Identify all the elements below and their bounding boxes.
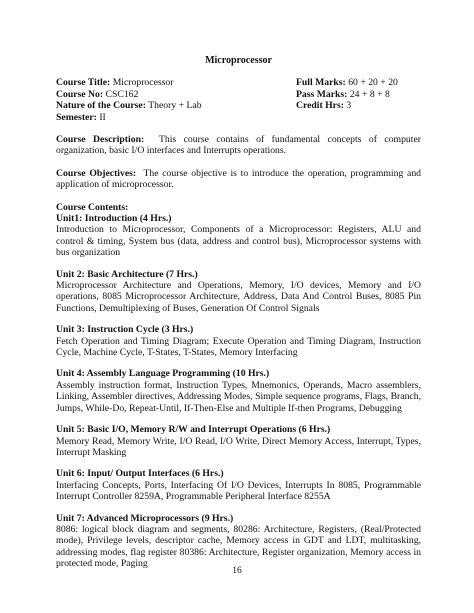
- unit-3: [56, 324, 421, 358]
- course-objectives-label: Course Objectives:: [56, 167, 137, 179]
- course-units: [56, 213, 421, 570]
- unit-body: Memory Read, Memory Write, I/O Read, I/O Write, Direct Memory Access, Interrupt, Types, Interrupt Masking: [56, 435, 421, 458]
- unit-title: Unit 7: Advanced Microprocessors (9 Hrs.): [56, 512, 234, 524]
- semester-label: Semester:: [56, 111, 97, 123]
- full-marks-label: Full Marks:: [296, 77, 346, 89]
- unit-body: Assembly instruction format, Instruction Types, Mnemonics, Operands, Macro assemblers, Linking, Assembler directives, Addressing Modes, Simple sequence programs, Flags, Branch, Jumps, While-Do, Repeat-Until, If-Then-Else and Multiple If-then Programs, Debugging: [56, 379, 421, 414]
- unit-6: [56, 468, 421, 502]
- unit-1: [56, 213, 421, 259]
- course-nature-label: Nature of the Course:: [56, 100, 146, 112]
- course-nature-row: [56, 100, 291, 111]
- course-description-label: Course Description:: [56, 133, 145, 145]
- course-objectives-text: The course objective is to introduce the operation, programming and application of microprocessor.: [56, 167, 422, 191]
- unit-2: [56, 269, 421, 315]
- unit-title: Unit 3: Instruction Cycle (3 Hrs.): [56, 324, 194, 336]
- page-title: Microprocessor: [205, 55, 272, 66]
- unit-7: [56, 513, 421, 570]
- unit-title: Unit1: Introduction (4 Hrs.): [56, 213, 172, 224]
- course-meta: [56, 77, 421, 123]
- full-marks-value: 60 + 20 + 20: [348, 77, 398, 89]
- course-no-value: CSC162: [105, 88, 139, 100]
- course-nature-value: Theory + Lab: [148, 100, 202, 112]
- credit-hrs-row: [296, 100, 421, 111]
- semester-row: [56, 112, 291, 123]
- course-title-value: Microprocessor: [112, 77, 174, 89]
- unit-5: [56, 424, 421, 458]
- pass-marks-value: 24 + 8 + 8: [349, 88, 390, 100]
- full-marks-row: [296, 77, 421, 88]
- course-meta-right: [296, 77, 421, 123]
- course-description-text: This course contains of fundamental concepts of computer organization, basic I/O interfaces and Interrupts operations.: [56, 133, 421, 157]
- pass-marks-row: [296, 89, 421, 100]
- unit-body: 8086: logical block diagram and segments, 80286: Architecture, Registers, (Real/Protected mode), Privilege levels, descriptor cache, Memory access in GDT and LDT, multitasking, addressing modes, flag register 80386: Architecture, Register organization, Memory access in protected mode, Paging: [56, 523, 421, 570]
- course-objectives: [56, 168, 421, 191]
- syllabus-page: [56, 55, 421, 580]
- credit-hrs-label: Credit Hrs:: [296, 100, 344, 112]
- unit-title: Unit 5: Basic I/O, Memory R/W and Interrupt Operations (6 Hrs.): [56, 424, 331, 436]
- unit-title: Unit 6: Input/ Output Interfaces (6 Hrs.): [56, 468, 224, 480]
- page-number: 16: [232, 566, 242, 576]
- unit-title: Unit 4: Assembly Language Programming (10 Hrs.): [56, 368, 270, 380]
- credit-hrs-value: 3: [346, 100, 352, 112]
- unit-title: Unit 2: Basic Architecture (7 Hrs.): [56, 268, 198, 280]
- course-contents-heading: Course Contents:: [56, 201, 129, 213]
- course-title-row: [56, 77, 291, 88]
- unit-body: Introduction to Microprocessor, Components of a Microprocessor: Registers, ALU and control & timing, System bus (data, address and control bus), Microprocessor systems with bus organization: [56, 224, 421, 259]
- unit-body: Microprocessor Architecture and Operations, Memory, I/O devices, Memory and I/O operations, 8085 Microprocessor Architecture, Address, Data And Control Buses, 8085 Pin Functions, Demultiplexing of Buses, Generation Of Control Signals: [56, 280, 421, 314]
- course-description: [56, 134, 421, 157]
- course-meta-left: [56, 77, 291, 123]
- unit-body: Interfacing Concepts, Ports, Interfacing Of I/O Devices, Interrupts In 8085, Programmable Interrupt Controller 8259A, Programmable Peripheral Interface 8255A: [56, 479, 421, 503]
- unit-4: [56, 368, 421, 414]
- semester-value: II: [99, 111, 106, 123]
- course-no-row: [56, 89, 291, 100]
- pass-marks-label: Pass Marks:: [296, 88, 348, 100]
- course-no-label: Course No:: [56, 88, 104, 100]
- unit-body: Fetch Operation and Timing Diagram; Execute Operation and Timing Diagram, Instruction Cycle, Machine Cycle, T-States, T-States, Memory Interfacing: [56, 335, 421, 359]
- course-title-label: Course Title:: [56, 77, 111, 89]
